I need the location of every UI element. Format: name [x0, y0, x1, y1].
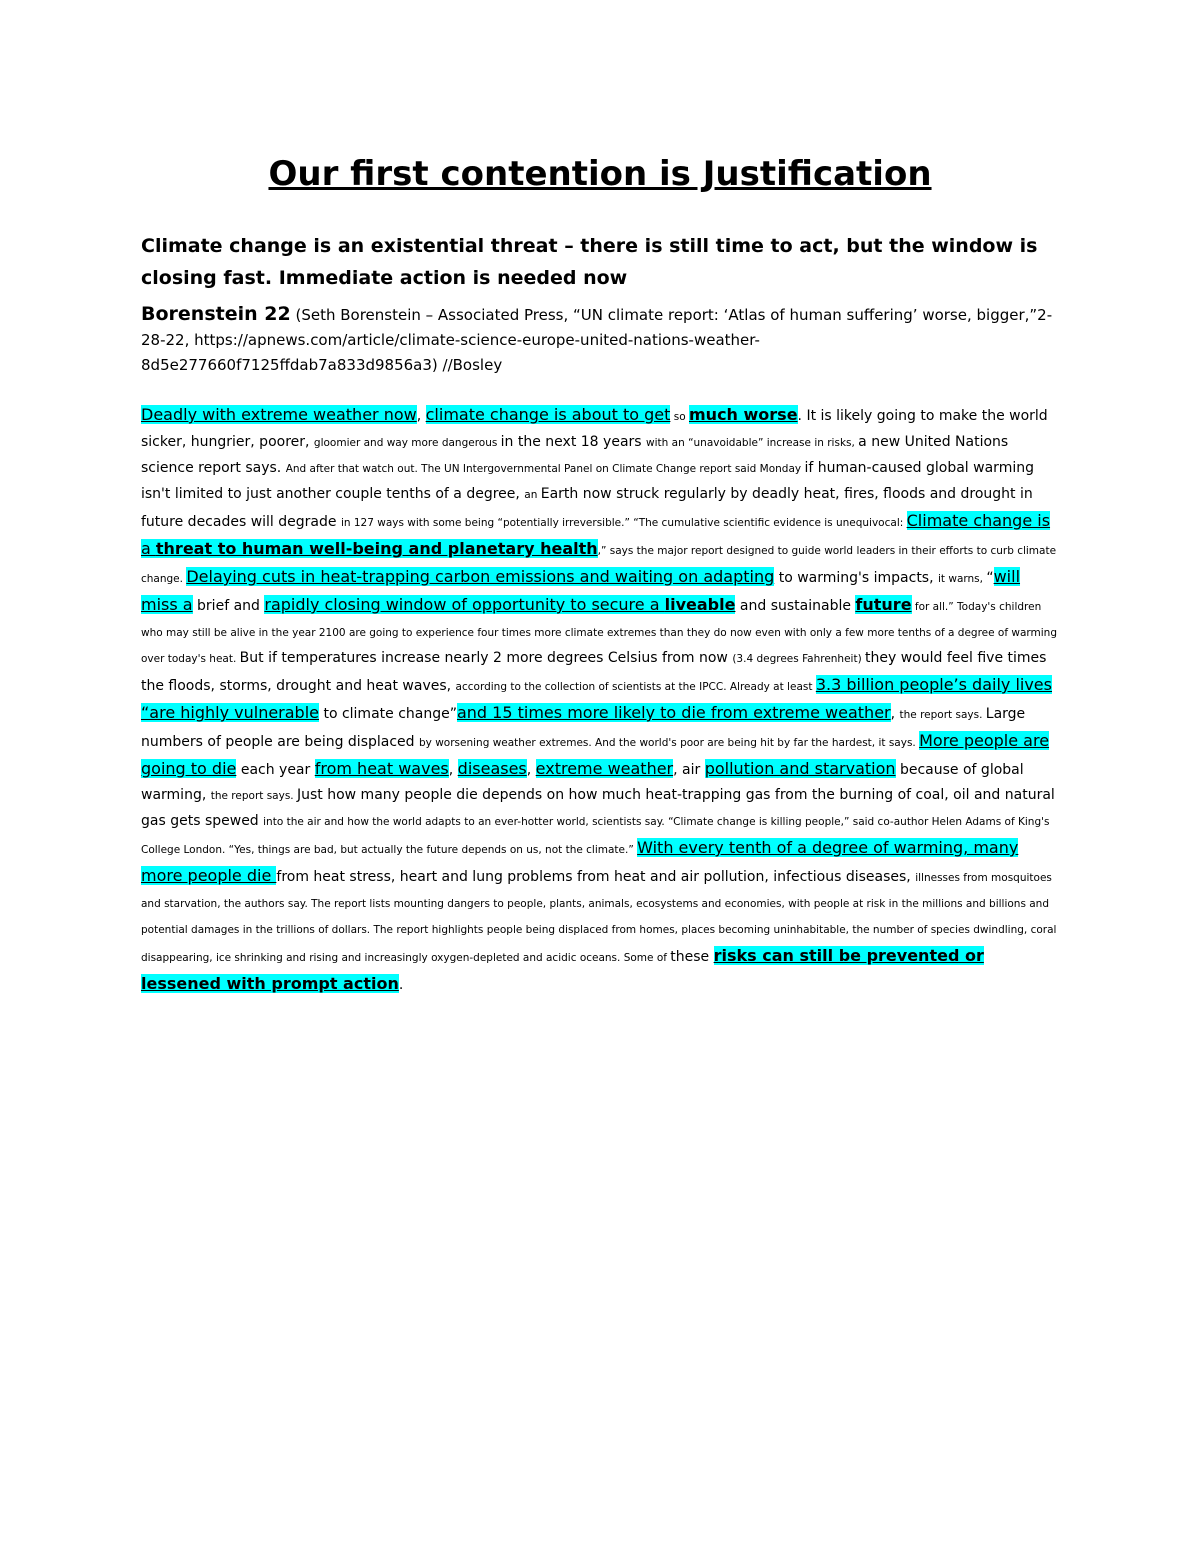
highlighted-bold-text: liveable: [664, 595, 736, 614]
highlighted-text: from heat waves: [314, 759, 449, 778]
card-text: each year: [236, 762, 315, 778]
card-text: if human-caused global warming isn't limited to just another couple tenths of a degree,: [141, 460, 1034, 502]
card-text-small: so: [670, 411, 689, 423]
card-text: .: [398, 977, 404, 993]
card-text: brief and: [192, 598, 265, 614]
card-text: to warming's impacts,: [774, 570, 938, 586]
citation-author: Borenstein 22: [141, 303, 291, 325]
card-text: ,: [526, 762, 536, 778]
card-text-small: ,” says the major report designed to guide world leaders in their efforts to curb climate change.: [141, 545, 1057, 585]
card-text: in the next 18 years: [500, 434, 647, 450]
card-text: ,: [416, 408, 426, 424]
card-text: , air: [673, 762, 705, 778]
card-text-small: (3.4 degrees Fahrenheit): [732, 653, 866, 665]
highlighted-text: climate change is about to get: [425, 405, 671, 424]
highlighted-text: With every tenth of a degree of warming, many more people die: [141, 838, 1019, 885]
highlighted-text: diseases: [457, 759, 527, 778]
highlighted-text: and 15 times more likely to die from extreme weather: [456, 703, 891, 722]
card-body: [141, 402, 1059, 998]
card-text: But if temperatures increase nearly 2 more degrees Celsius from now: [239, 650, 733, 666]
card-text-small: in 127 ways with some being “potentially irreversible.” “The cumulative scientific evidence is unequivocal:: [340, 517, 907, 529]
citation-details: (Seth Borenstein – Associated Press, “UN climate report: ‘Atlas of human suffering’ worse, bigger,”2-28-22, https://apnews.com/article/climate-science-europe-united-nations-weather-8d5e277660f7125ffdab7a833d9856a3) //Bosley: [141, 306, 1053, 374]
card-citation: [141, 302, 1056, 378]
card-text-small: according to the collection of scientists at the IPCC. Already at least: [455, 681, 816, 693]
card-text-small: for all.” Today's children who may still be alive in the year 2100 are going to experience four times more climate extremes than they do now even with only a few more tenths of a degree of warming over today's heat.: [141, 601, 1058, 665]
card-text-small: gloomier and way more dangerous: [313, 437, 501, 449]
highlighted-bold-text: much worse: [689, 405, 798, 424]
highlighted-text: Delaying cuts in heat-trapping carbon emissions and waiting on adapting: [186, 567, 775, 586]
highlighted-text: Climate change is a: [141, 511, 1051, 558]
highlighted-text: extreme weather: [535, 759, 674, 778]
card-text: a new United Nations science report says.: [141, 434, 1009, 476]
card-text: ,: [448, 762, 458, 778]
card-text: “: [986, 570, 994, 586]
card-text-small: with an “unavoidable” increase in risks,: [646, 437, 859, 449]
card-text-small: into the air and how the world adapts to an ever-hotter world, scientists say. “Climate change is killing people,” said co-author Helen Adams of King's College London. “Yes, things are bad, but actually the future depends on us, not the climate.”: [141, 816, 1050, 856]
card-text-small: by worsening weather extremes. And the world's poor are being hit by far the hardest, it says.: [419, 737, 920, 749]
highlighted-text: Deadly with extreme weather now: [141, 405, 417, 424]
card-text: these: [670, 949, 714, 965]
card-text: to climate change”: [319, 706, 457, 722]
card-text-small: the report says.: [210, 790, 297, 802]
contention-title: Our first contention is Justification: [268, 154, 932, 194]
highlighted-bold-text: risks can still be prevented or lessened with prompt action: [141, 946, 984, 993]
card-text: . It is likely going to make the world sicker, hungrier, poorer,: [141, 408, 1048, 450]
card-text-small: an: [524, 489, 541, 501]
card-text: Earth now struck regularly by deadly heat, fires, floods and drought in future decades will degrade: [141, 486, 1033, 530]
highlighted-text: More people are going to die: [141, 731, 1050, 778]
card-text: ,: [890, 706, 900, 722]
card-text-small: illnesses from mosquitoes and starvation, the authors say. The report lists mounting dangers to people, plants, animals, ecosystems and economies, with people at risk in the millions and billions and potential damages in the trillions of dollars. The report highlights people being displaced from homes, places becoming uninhabitable, the number of species dwindling, coral disappearing, ice shrinking and rising and increasingly oxygen-depleted and acidic oceans. Some of: [141, 872, 1057, 964]
card-text-small: the report says.: [899, 709, 986, 721]
highlighted-text: pollution and starvation: [704, 759, 896, 778]
card-text: because of global warming,: [141, 762, 1024, 803]
card-text: and sustainable: [735, 598, 856, 614]
card-text: they would feel five times the floods, storms, drought and heat waves,: [141, 650, 1047, 694]
card-text-small: it warns,: [938, 573, 987, 585]
highlighted-bold-text: threat to human well-being and planetary health: [155, 539, 598, 558]
highlighted-text: rapidly closing window of opportunity to secure a: [264, 595, 665, 614]
highlighted-text: 3.3 billion people’s daily lives “are highly vulnerable: [141, 675, 1052, 722]
card-tag: Climate change is an existential threat – there is still time to act, but the window is closing fast. Immediate action is needed now: [141, 235, 1038, 289]
highlighted-text: will miss a: [141, 567, 1021, 614]
highlighted-bold-text: future: [855, 595, 912, 614]
card-text: Large numbers of people are being displaced: [141, 706, 1026, 750]
card-text-small: And after that watch out. The UN Intergovernmental Panel on Climate Change report said Monday: [285, 463, 805, 475]
card-text: Just how many people die depends on how much heat-trapping gas from the burning of coal, oil and natural gas gets spewed: [141, 787, 1055, 829]
card-text: from heat stress, heart and lung problems from heat and air pollution, infectious diseases,: [276, 869, 916, 885]
